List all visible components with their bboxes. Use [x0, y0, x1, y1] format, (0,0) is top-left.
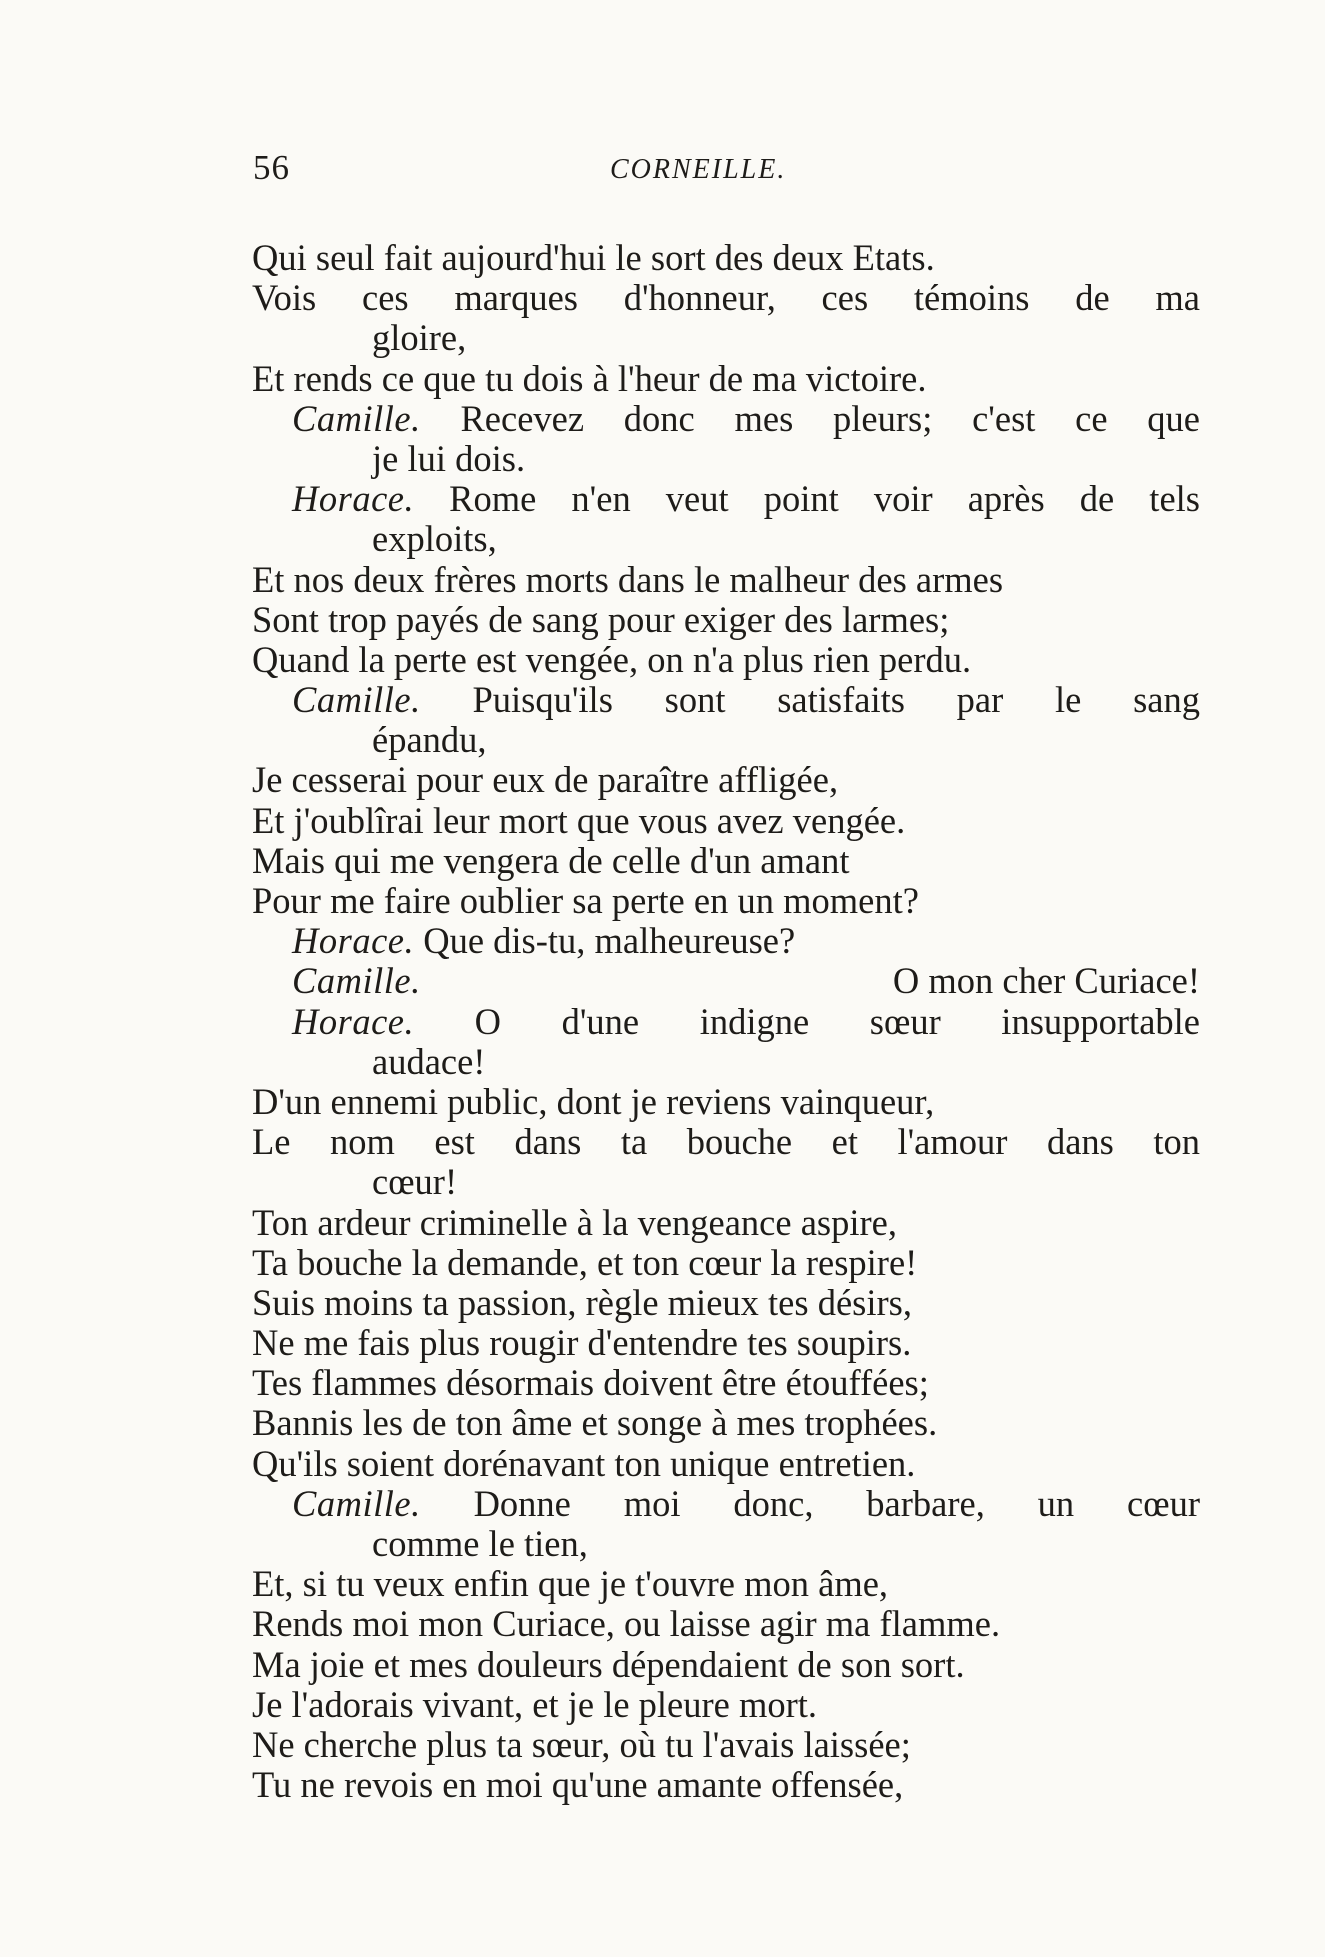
verse-line: Et j'oublîrai leur mort que vous avez vengée. [252, 799, 906, 841]
speech-line [252, 680, 1200, 720]
verse-text-span: O d'une indigne sœur insupportable [474, 1000, 1200, 1042]
verse-continuation: exploits, [372, 518, 497, 560]
speaker-name: Camille. [292, 679, 421, 721]
speech-line [252, 1484, 1200, 1524]
verse-line: Tu ne revois en moi qu'une amante offensée, [252, 1764, 904, 1806]
speaker-name: Horace. [292, 478, 415, 520]
verse-line: Qu'ils soient dorénavant ton unique entretien. [252, 1442, 916, 1484]
verse-continuation: je lui dois. [372, 437, 526, 479]
verse-line: Pour me faire oublier sa perte en un moment? [252, 880, 919, 921]
verse-text-span: Que dis-tu, malheureuse? [423, 920, 796, 962]
speech-line [252, 1002, 1200, 1042]
verse-line: Sont trop payés de sang pour exiger des larmes; [252, 598, 950, 640]
speech-line [252, 921, 1200, 961]
page-header [250, 148, 1250, 198]
verse-line: Ma joie et mes douleurs dépendaient de son sort. [252, 1643, 965, 1685]
verse-line: Mais qui me vengera de celle d'un amant [252, 839, 850, 881]
page-number: 56 [253, 148, 290, 187]
speaker-name: Horace. [292, 920, 415, 962]
verse-line: Le nom est dans ta bouche et l'amour dans ton [252, 1121, 1200, 1163]
verse-continuation: comme le tien, [372, 1523, 588, 1564]
speaker-name: Horace. [292, 1000, 415, 1042]
verse-line: Je l'adorais vivant, et je le pleure mort. [252, 1683, 818, 1725]
verse-line: Et, si tu veux enfin que je t'ouvre mon âme, [252, 1563, 889, 1605]
speaker-name: Camille. [292, 1482, 421, 1524]
verse-text-span: Donne moi donc, barbare, un cœur [473, 1482, 1201, 1524]
speech-line [252, 399, 1200, 439]
verse-continuation: cœur! [372, 1161, 458, 1203]
verse-line: Quand la perte est vengée, on n'a plus rien perdu. [252, 638, 972, 680]
verse-line: Ne me fais plus rougir d'entendre tes soupirs. [252, 1322, 912, 1364]
verse-text-span: O mon cher Curiace! [892, 960, 1200, 1002]
verse-text-span: Recevez donc mes pleurs; c'est ce que [460, 397, 1201, 439]
verse-line: Qui seul fait aujourd'hui le sort des deux Etats. [252, 237, 935, 278]
verse-text-span: Puisqu'ils sont satisfaits par le sang [472, 679, 1200, 721]
verse-line: Je cesserai pour eux de paraître affligée, [252, 759, 839, 801]
verse-continuation: audace! [372, 1040, 486, 1082]
running-head: CORNEILLE. [610, 154, 787, 185]
verse-continuation: gloire, [372, 317, 467, 359]
speaker-name: Camille. [292, 397, 421, 439]
verse-line: Tes flammes désormais doivent être étouffées; [252, 1362, 929, 1404]
speech-line [252, 479, 1200, 519]
verse-line: Bannis les de ton âme et songe à mes trophées. [252, 1402, 938, 1444]
verse-line: D'un ennemi public, dont je reviens vainqueur, [252, 1080, 935, 1122]
verse-line: Et nos deux frères morts dans le malheur des armes [252, 558, 1004, 600]
verse-line: Ne cherche plus ta sœur, où tu l'avais laissée; [252, 1723, 911, 1765]
verse-line: Ton ardeur criminelle à la vengeance aspire, [252, 1201, 897, 1243]
speaker-name: Camille. [292, 960, 421, 1002]
speech-line [252, 961, 1200, 1001]
verse-line: Ta bouche la demande, et ton cœur la respire! [252, 1241, 918, 1283]
verse-text-span: Rome n'en veut point voir après de tels [449, 478, 1200, 520]
verse-line: Rends moi mon Curiace, ou laisse agir ma flamme. [252, 1603, 1001, 1645]
verse-continuation: épandu, [372, 719, 487, 761]
verse-text [252, 238, 1200, 1805]
verse-line: Vois ces marques d'honneur, ces témoins de ma [252, 277, 1200, 319]
verse-line: Et rends ce que tu dois à l'heur de ma victoire. [252, 357, 927, 399]
verse-line: Suis moins ta passion, règle mieux tes désirs, [252, 1281, 912, 1323]
